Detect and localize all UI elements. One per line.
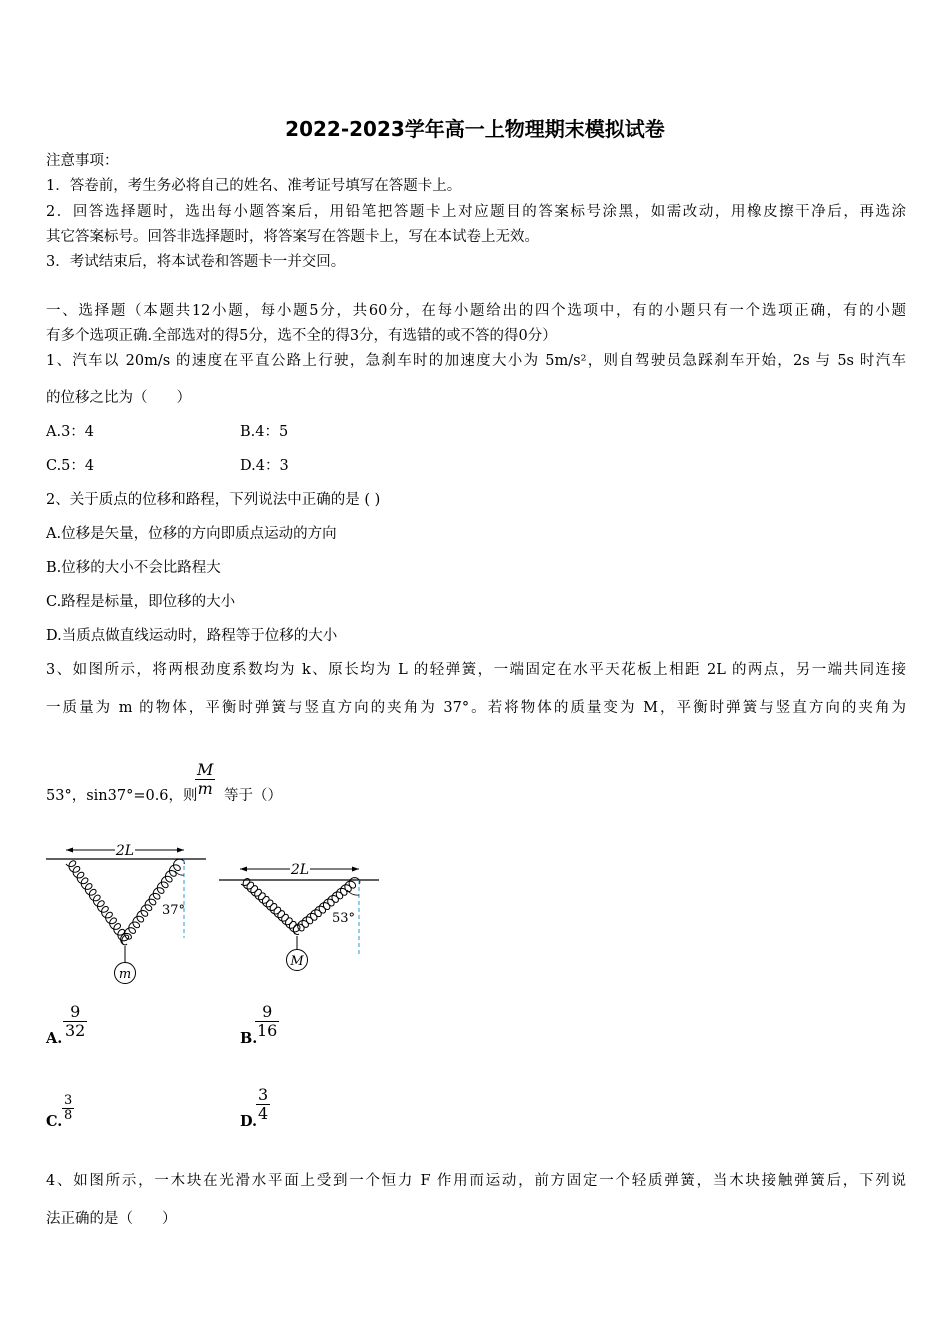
mass-label: M: [290, 954, 304, 969]
spring-diagram-37: [44, 836, 210, 988]
ratio-numerator: M: [197, 760, 214, 779]
q3-option-d-label: D.: [240, 1113, 258, 1130]
q3-option-b-label: B.: [240, 1030, 258, 1047]
q1-option-a: A.3：4: [46, 424, 95, 440]
span-label: 2L: [290, 862, 310, 878]
span-label: 2L: [115, 843, 135, 859]
q4-stem: 4、如图所示，一木块在光滑水平面上受到一个恒力 F 作用而运动，前方固定一个轻质弹簧，当木块接触弹簧后，下列说: [46, 1173, 906, 1189]
q3-option-a-label: A.: [46, 1030, 63, 1047]
angle-label: 53°: [332, 911, 356, 926]
page-title: 2022-2023学年高一上物理期末模拟试卷: [285, 117, 665, 141]
section-heading-cont: 有多个选项正确.全部选对的得5分，选不全的得3分，有选错的或不答的得0分）: [46, 328, 557, 344]
q2-option-d: D.当质点做直线运动时，路程等于位移的大小: [46, 628, 338, 644]
q2-option-a: A.位移是矢量，位移的方向即质点运动的方向: [46, 526, 337, 542]
q3-option-d-fraction: $\frac{3}{4}$: [258, 1085, 269, 1123]
q3-stem: 3、如图所示，将两根劲度系数均为 k、原长均为 L 的轻弹簧，一端固定在水平天花板上相距 2L 的两点，另一端共同连接: [46, 662, 906, 678]
q1-option-b: B.4：5: [240, 424, 289, 440]
notice-item-2: 2．回答选择题时，选出每小题答案后，用铅笔把答题卡上对应题目的答案标号涂黑，如需改动，用橡皮擦干净后，再选涂: [46, 204, 906, 220]
notice-heading: 注意事项：: [46, 153, 119, 169]
q1-option-d: D.4：3: [240, 458, 289, 474]
q3-option-b-fraction: $\frac{9}{16}$: [257, 1002, 278, 1040]
angle-label: 37°: [162, 903, 186, 918]
q1-stem: 1、汽车以 20m/s 的速度在平直公路上行驶，急刹车时的加速度大小为 5m/s²，则自驾驶员急踩刹车开始，2s 与 5s 时汽车: [46, 353, 906, 369]
q2-option-b: B.位移的大小不会比路程大: [46, 560, 221, 576]
notice-item-2-cont: 其它答案标号。回答非选择题时，将答案写在答题卡上，写在本试卷上无效。: [46, 229, 539, 245]
notice-item-1: 1．答卷前，考生务必将自己的姓名、准考证号填写在答题卡上。: [46, 178, 462, 194]
section-heading: 一、选择题（本题共12小题，每小题5分，共60分，在每小题给出的四个选项中，有的小题只有一个选项正确，有的小题: [46, 303, 906, 319]
q3-ratio-fraction: [195, 761, 215, 798]
notice-item-3: 3．考试结束后，将本试卷和答题卡一并交回。: [46, 254, 346, 270]
q3-option-a-fraction: $\frac{9}{32}$: [65, 1002, 86, 1040]
q1-stem-cont: 的位移之比为（ ）: [46, 390, 191, 406]
mass-label: m: [118, 967, 132, 982]
q4-stem-cont: 法正确的是（ ）: [46, 1211, 177, 1227]
q1-option-c: C.5：4: [46, 458, 95, 474]
q3-option-c-label: C.: [46, 1113, 63, 1130]
q3-stem-tail: 等于（）: [224, 788, 282, 804]
q3-stem-cont: 一质量为 m 的物体，平衡时弹簧与竖直方向的夹角为 37°。若将物体的质量变为 M，平衡时弹簧与竖直方向的夹角为: [46, 700, 906, 716]
q3-stem-end: 53°，sin37°=0.6，则: [46, 788, 198, 804]
q2-stem: 2、关于质点的位移和路程，下列说法中正确的是 ( ): [46, 492, 381, 508]
q3-option-c-fraction: $\frac{3}{8}$: [64, 1093, 73, 1123]
spring-diagram-53: [219, 856, 381, 976]
ratio-denominator: m: [195, 779, 215, 798]
q2-option-c: C.路程是标量，即位移的大小: [46, 594, 236, 610]
